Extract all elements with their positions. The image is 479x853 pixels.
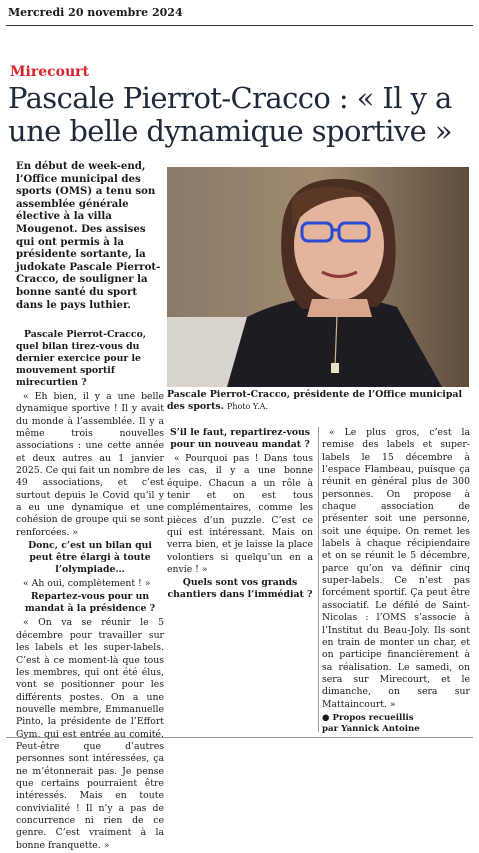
column-separator-1 xyxy=(318,427,319,732)
column-2 xyxy=(167,427,313,603)
question-5: Quels sont vos grands chantiers dans l’immédiat ? xyxy=(167,577,313,601)
chapo: En début de week-end, l’Office municipal des sports (OMS) a tenu son assemblée générale élective à la villa Mougenot. Des assises qui ont permis à la présidente sortante, la judokate Pascale Pierrot-Cracco, de souligner la bonne santé du sport dans le pays luthier. xyxy=(16,160,161,311)
photo-caption xyxy=(167,389,469,413)
dateline: Mercredi 20 novembre 2024 xyxy=(8,6,183,19)
signature-line-2: par Yannick Antoine xyxy=(322,723,420,734)
article-photo xyxy=(167,167,469,387)
portrait-image xyxy=(167,167,469,387)
answer-4: « Pourquoi pas ! Dans tous les cas, il y a une bonne équipe. Chacun a un rôle à tenir et on est tous complémentaires, comme les pièces d’un puzzle. C’est ce qui est intéressant. Mais on verra bien, et je laisse la place volontiers si quelqu’un en a envie ! » xyxy=(167,453,313,576)
caption-text: Pascale Pierrot-Cracco, présidente de l’Office municipal des sports. xyxy=(167,389,463,412)
signature-line-1: ● Propos recueillis xyxy=(322,712,414,723)
question-1: Pascale Pierrot-Cracco, quel bilan tirez-vous du dernier exercice pour le mouvement sportif mirecurtien ? xyxy=(16,329,147,388)
rubric: Mirecourt xyxy=(10,64,89,80)
signature xyxy=(322,713,470,735)
answer-2: « Ah oui, complètement ! » xyxy=(23,578,151,590)
answer-3: « On va se réunir le 5 décembre pour travailler sur les labels et les super-labels. C’est à ce moment-là que tous les membres, qui ont été élus, vont se positionner pour les différents postes. On a une nouvelle membre, Emmanuelle Pinto, la présidente de l’Effort Gym, qui est entrée au comité. Peut-être que d’autres personnes sont intéressées, ça ne m’étonnerait pas. Je pense que certains pourraient être intéressés. Mais en toute convivialité ! Il n’y a pas de concurrence ni rien de ce genre. C’est vraiment à la bonne franquette. » xyxy=(16,617,164,851)
photo-credit: Photo Y.A. xyxy=(226,402,268,411)
question-4: S’il le faut, repartirez-vous pour un nouveau mandat ? xyxy=(169,427,311,450)
headline: Pascale Pierrot-Cracco : « Il y a une belle dynamique sportive » xyxy=(8,81,452,148)
bottom-rule xyxy=(6,737,473,738)
top-rule xyxy=(6,25,473,26)
question-3: Repartez-vous pour un mandat à la présidence ? xyxy=(24,591,156,615)
answer-1: « Eh bien, il y a une belle dynamique sportive ! Il y avait du monde à l’assemblée. Il y a même trois nouvelles associations : une cette année et deux autres au 1 janvier 2025. Ce qui fait un nombre de 49 associations, et c’est surtout depuis le Covid qu’il y a eu une dynamique et une cohésion de groupe qui se sont renforcées. » xyxy=(16,391,164,538)
column-3 xyxy=(322,427,470,735)
column-1 xyxy=(16,329,164,853)
question-2: Donc, c’est un bilan qui peut être élargi à toute l’olympiade… xyxy=(28,540,152,576)
answer-5: « Le plus gros, c’est la remise des labels et super-labels le 15 décembre à l’espace Flambeau, puisque ça réunit en général plus de 300 personnes. On propose à chaque association de présenter soit une personne, soit une équipe. On remet les labels à chaque récipiendaire et on se réunit le 5 décembre, parce qu’on va définir cinq super-labels. Ce n’est pas forcément sportif. Ça peut être associatif. Le défilé de Saint-Nicolas : l’OMS s’associe à l’Institut du Beau-Joly. Ils sont en train de monter un char, et on participe financièrement à sa réalisation. Le samedi, on sera sur Mirecourt, et le dimanche, on sera sur Mattaincourt. » xyxy=(322,427,470,710)
